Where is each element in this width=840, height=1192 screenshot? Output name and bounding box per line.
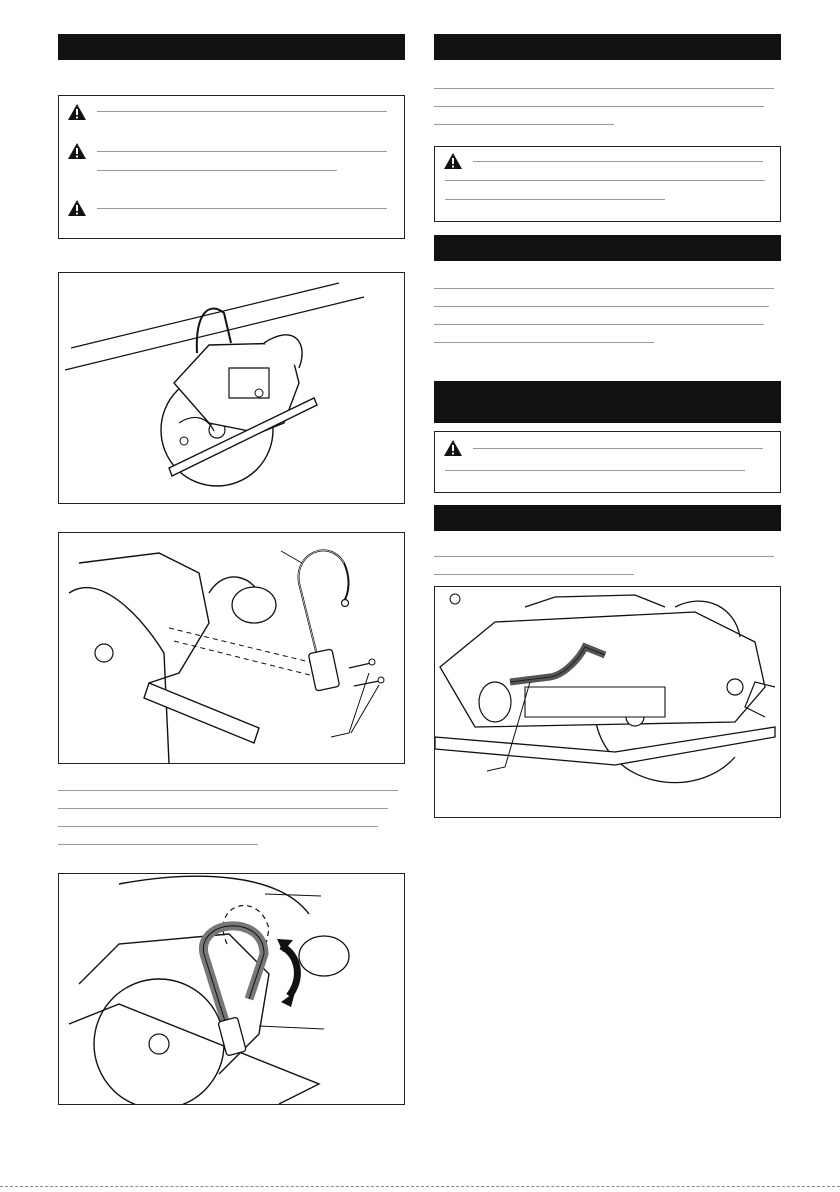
warning-icon [67,142,87,160]
warning-icon [67,199,87,217]
warning-icon [443,439,463,457]
text-line [434,324,764,325]
text-line [58,844,258,845]
section-header-bar-right-1 [434,34,781,60]
warning-icon [443,152,463,170]
text-line [434,556,774,557]
text-line [445,199,665,200]
section-header-bar-left [58,34,405,60]
text-line [434,342,654,343]
warning-box-right-1 [434,146,781,222]
text-line [97,170,337,171]
text-line [445,470,745,471]
section-header-bar-right-4 [434,505,781,531]
text-line [434,124,614,125]
text-line [434,288,774,289]
text-line [97,208,387,209]
page-edge-dashes [0,1186,840,1188]
text-line [445,180,765,181]
text-line [434,574,634,575]
section-header-bar-right-3 [434,381,781,423]
figure-hex-wrench-storage [434,586,781,818]
text-line [97,111,387,112]
figure-hook-installation [58,532,405,764]
warning-box-left [58,95,405,239]
text-line [58,808,388,809]
text-line [434,306,769,307]
text-line [473,448,763,449]
warning-box-right-2 [434,431,781,493]
text-line [58,790,398,791]
warning-icon [67,103,87,121]
text-line [97,151,387,152]
text-line [473,161,763,162]
section-header-bar-right-2 [434,235,781,261]
figure-saw-hanging [58,272,405,504]
figure-hook-rotation [58,873,405,1105]
text-line [434,106,764,107]
text-line [58,826,378,827]
text-line [434,88,774,89]
